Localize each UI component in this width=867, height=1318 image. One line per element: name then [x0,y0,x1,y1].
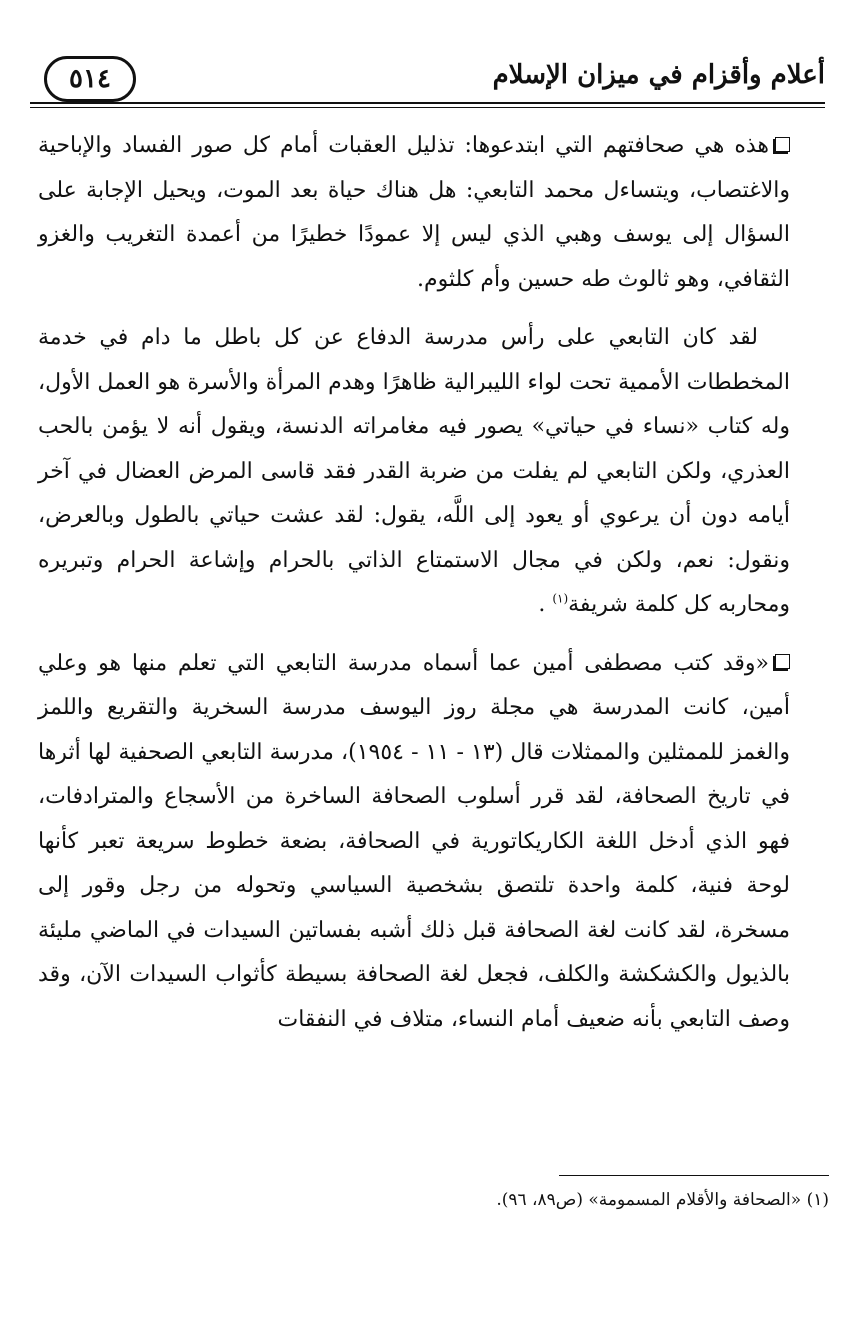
paragraph-2-text: لقد كان التابعي على رأس مدرسة الدفاع عن كل باطل ما دام في خدمة المخططات الأممية تحت لواء الليبرالية ظاهرًا وهدم المرأة والأسرة هو العمل الأول، وله كتاب «نساء في حياتي» يصور فيه مغامراته الدنسة، ويقول أنه لا يؤمن بالحب العذري، ولكن التابعي لم يفلت من ضربة القدر فقد قاسى المرض العضال في آخر أيامه دون أن يرعوي أو يعود إلى اللَّه، يقول: لقد عشت حياتي بالطول وبالعرض، ونقول: نعم، ولكن في مجال الاستمتاع الذاتي بالحرام وإشاعة الحرام وتبريره ومحاربه كل كلمة شريفة [38,325,790,617]
running-title: أعلام وأقزام في ميزان الإسلام [492,60,825,90]
page-header [30,52,825,108]
paragraph-marker-icon [775,137,790,152]
paragraph-3 [38,642,790,1043]
header-rule [30,102,825,104]
footnote-reference: (١) [552,591,569,606]
paragraph-2 [38,316,790,628]
paragraph-2-tail: . [538,592,553,617]
paragraph-1-text: هذه هي صحافتهم التي ابتدعوها: تذليل العقبات أمام كل صور الفساد والإباحية والاغتصاب، ويتساءل محمد التابعي: هل هناك حياة بعد الموت، ويحيل الإجابة على السؤال إلى يوسف وهبي الذي ليس إلا عمودًا خطيرًا من أعمدة التغريب والغزو الثقافي، وهو ثالوث طه حسين وأم كلثوم. [38,133,790,292]
footnote-rule [559,1175,829,1176]
paragraph-1 [38,124,790,302]
footnote: (١) «الصحافة والأقلام المسمومة» (ص٨٩، ٩٦). [496,1190,829,1210]
paragraph-marker-icon [775,654,790,669]
page-number-text: ٥١٤ [69,64,111,94]
page-number [44,56,136,102]
header-rule-thin [30,107,825,108]
paragraph-3-text: «وقد كتب مصطفى أمين عما أسماه مدرسة التابعي التي تعلم منها هو وعلي أمين، كانت المدرسة هي مجلة روز اليوسف مدرسة السخرية والتقريع واللمز والغمز للممثلين والممثلات قال (١٣ - ١١ - ١٩٥٤)، مدرسة التابعي الصحفية لها أثرها في تاريخ الصحافة، لقد قرر أسلوب الصحافة الساخرة من الأسجاع والمترادفات، فهو الذي أدخل اللغة الكاريكاتورية في الصحافة، بضعة خطوط سريعة تعبر كأنها لوحة فنية، كلمة واحدة تلتصق بشخصية السياسي وتحوله من رجل وقور إلى مسخرة، لقد كانت لغة الصحافة قبل ذلك أشبه بفساتين السيدات في الماضي مليئة بالذيول والكشكشة والكلف، فجعل لغة الصحافة بسيطة كأثواب السيدات الآن، وقد وصف التابعي بأنه ضعيف أمام النساء، متلاف في النفقات [38,650,791,1032]
body-text [38,124,790,1042]
